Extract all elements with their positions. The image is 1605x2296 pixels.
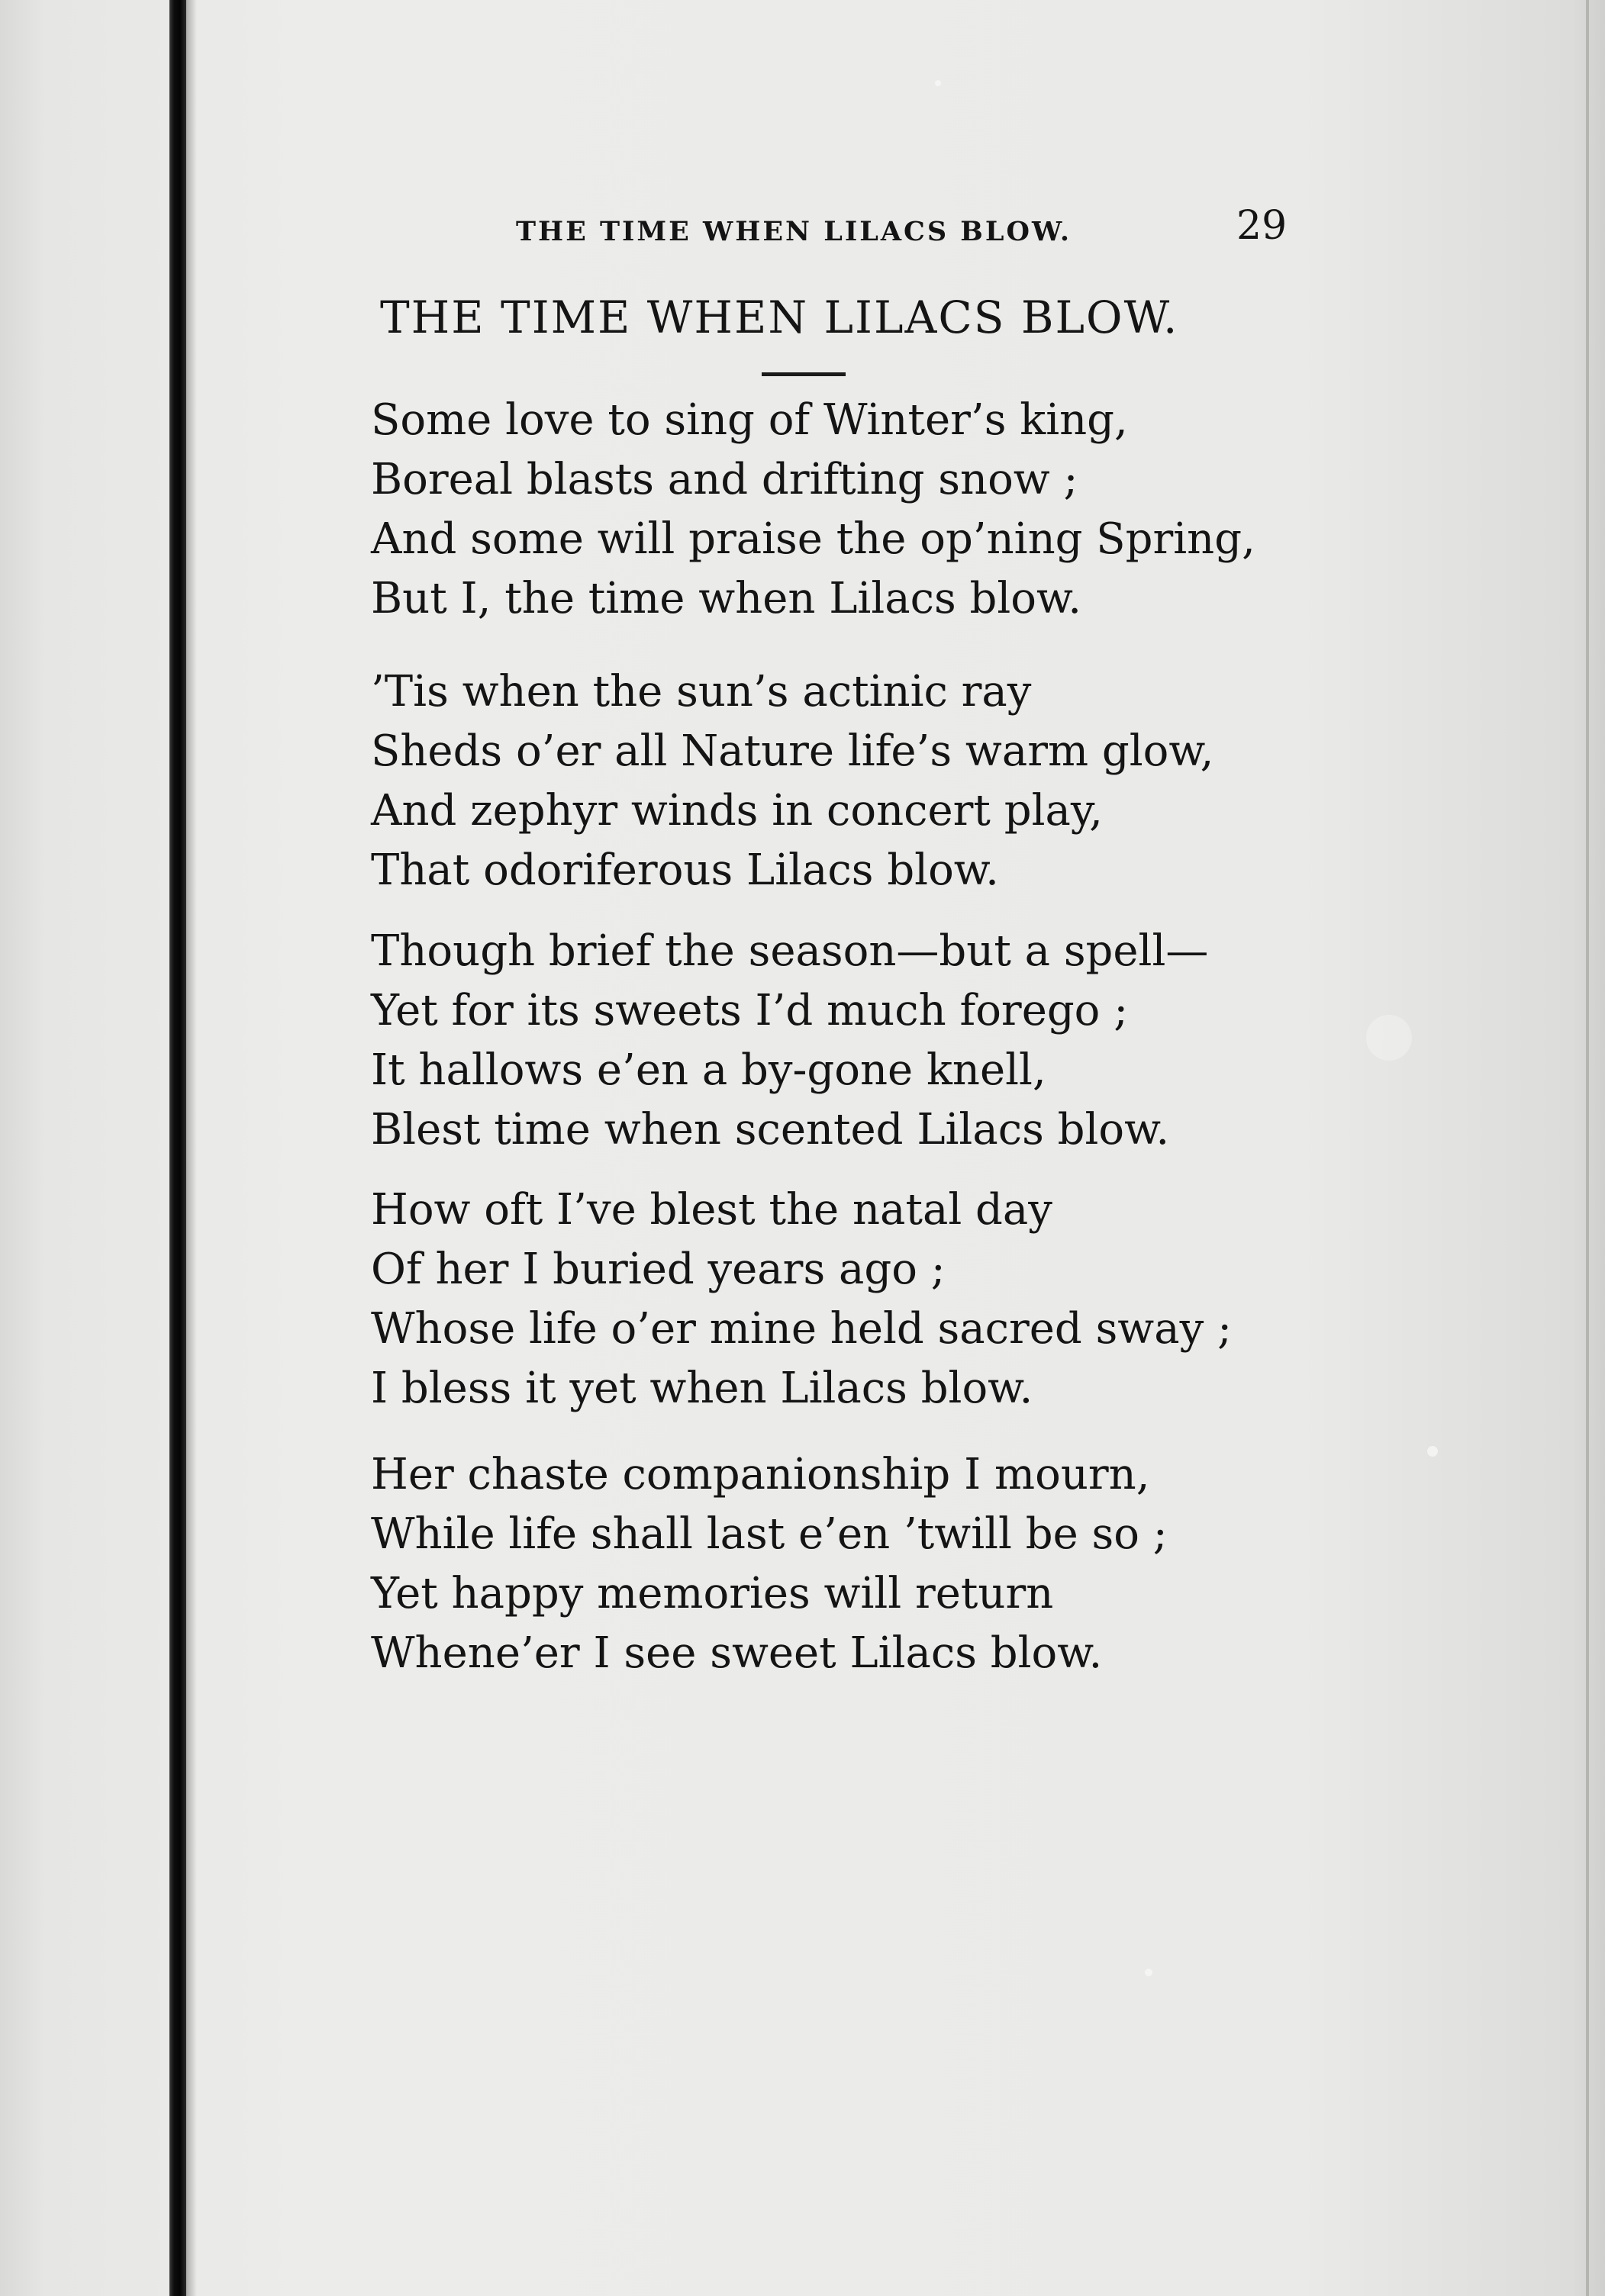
verse-line: Whose life o’er mine held sacred sway ;	[371, 1304, 1232, 1354]
stanza-4	[371, 1180, 1325, 1418]
verse-line: ’Tis when the sun’s actinic ray	[371, 667, 1032, 716]
verse-line: That odoriferous Lilacs blow.	[371, 845, 999, 895]
verse-line: I bless it yet when Lilacs blow.	[371, 1364, 1033, 1413]
stanza-2	[371, 662, 1325, 900]
page-number: 29	[1236, 203, 1288, 249]
verse-line: Her chaste companionship I mourn,	[371, 1450, 1150, 1499]
verse-line: Of her I buried years ago ;	[371, 1245, 946, 1294]
title-rule	[762, 372, 846, 376]
stanza-5	[371, 1445, 1325, 1683]
stanza-1	[371, 391, 1325, 629]
running-head: THE TIME WHEN LILACS BLOW.	[516, 216, 1072, 247]
verse-line: Blest time when scented Lilacs blow.	[371, 1105, 1170, 1154]
verse-line: Though brief the season—but a spell—	[371, 926, 1209, 976]
verse-line: Boreal blasts and drifting snow ;	[371, 455, 1078, 504]
verse-line: Whene’er I see sweet Lilacs blow.	[371, 1628, 1103, 1678]
verse-line: And zephyr winds in concert play,	[371, 786, 1103, 836]
verse-line: Yet for its sweets I’d much forego ;	[371, 986, 1129, 1035]
verse-line: Some love to sing of Winter’s king,	[371, 395, 1128, 445]
stanza-3	[371, 922, 1325, 1160]
poem-title: THE TIME WHEN LILACS BLOW.	[380, 291, 1179, 343]
verse-line: Sheds o’er all Nature life’s warm glow,	[371, 726, 1214, 776]
verse-line: How oft I’ve blest the natal day	[371, 1185, 1052, 1235]
verse-line: While life shall last e’en ’twill be so ;	[371, 1509, 1168, 1559]
verse-line: But I, the time when Lilacs blow.	[371, 574, 1082, 623]
verse-line: It hallows e’en a by-gone knell,	[371, 1045, 1046, 1095]
verse-line: And some will praise the op’ning Spring,	[371, 514, 1255, 564]
verse-line: Yet happy memories will return	[371, 1569, 1054, 1618]
